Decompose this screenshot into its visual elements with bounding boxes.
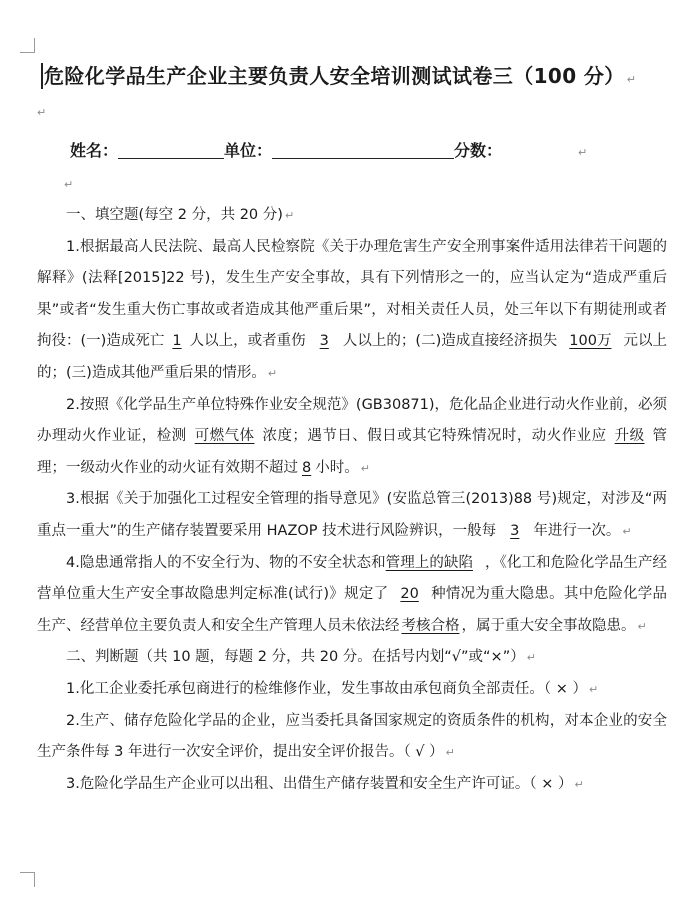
paragraph-mark-icon: ↵ bbox=[267, 366, 278, 380]
answer-blank: 20 bbox=[400, 586, 419, 603]
header-fields bbox=[70, 138, 670, 161]
answer-blank: 考核合格 bbox=[401, 617, 460, 634]
margin-corner-bottom-left bbox=[20, 872, 35, 887]
paragraph-mark-icon: ↵ bbox=[588, 682, 599, 696]
paragraph-mark-icon: ↵ bbox=[64, 178, 74, 191]
paragraph-mark-icon: ↵ bbox=[37, 106, 47, 119]
paragraph-mark-icon: ↵ bbox=[360, 461, 370, 475]
paragraph-mark-icon: ↵ bbox=[574, 777, 584, 791]
paragraph-mark-icon: ↵ bbox=[637, 619, 647, 633]
answer-blank: 100万 bbox=[569, 333, 612, 350]
question-1: 1.根据最高人民法院、最高人民检察院《关于办理危害生产安全刑事案件适用法律若干问题的解释》(法释[2015]22 号)，发生生产安全事故，具有下列情形之一的，应当认定为“造成严重后果”或者“发生重大伤亡事故或者造成其他严重后果”，对相关责任人员，处三年以下有期徒刑或者拘役：(一)造成死亡 1 人以上，或者重伤 3 人以上的；(二)造成直接经济损失 100万 元以上的；(三)造成其他严重后果的情形。 ↵ bbox=[37, 238, 667, 381]
question-4: 4.隐患通常指人的不安全行为、物的不安全状态和管理上的缺陷 ，《化工和危险化学品生产经营单位重大生产安全事故隐患判定标准(试行)》规定了 20 种情况为重大隐患。其中危险化学品生产、经营单位主要负责人和安全生产管理人员未依法经 考核合格 ，属于重大安全事故隐患。 ↵ bbox=[37, 554, 668, 634]
name-blank[interactable] bbox=[118, 140, 224, 159]
paragraph-mark-icon: ↵ bbox=[626, 73, 637, 86]
paragraph-mark-icon: ↵ bbox=[445, 746, 455, 760]
answer-blank: 8 bbox=[302, 459, 312, 476]
answer-blank: 3 bbox=[510, 522, 520, 539]
answer-blank: 管理上的缺陷 bbox=[385, 554, 474, 571]
score-label: 分数： bbox=[454, 141, 503, 160]
unit-label: 单位： bbox=[224, 141, 273, 160]
name-label: 姓名： bbox=[70, 141, 119, 160]
section-heading-fill-blank: 一、填空题(每空 2 分，共 20 分) ↵ bbox=[66, 207, 295, 223]
paragraph-mark-icon: ↵ bbox=[578, 146, 588, 159]
document-title[interactable]: 危险化学品生产企业主要负责人安全培训测试试卷三（100 分） ↵ bbox=[44, 64, 637, 88]
document-body[interactable] bbox=[37, 200, 667, 800]
paragraph-mark-icon: ↵ bbox=[526, 651, 536, 665]
paragraph-mark-icon: ↵ bbox=[622, 524, 632, 538]
text-cursor bbox=[41, 63, 43, 89]
judgement-question-1: 1.化工企业委托承包商进行的检维修作业，发生事故由承包商负全部责任。（ × ） ↵ bbox=[66, 680, 599, 697]
question-3: 3.根据《关于加强化工过程安全管理的指导意见》(安监总管三(2013)88 号)规定，对涉及“两重点一重大”的生产储存装置要采用 HAZOP 技术进行风险辨识，一般每 3 年进行一次。 ↵ bbox=[37, 491, 667, 539]
judgement-question-3: 3.危险化学品生产企业可以出租、出借生产储存装置和安全生产许可证。（ × ） ↵ bbox=[66, 775, 584, 792]
answer-blank: 1 bbox=[172, 333, 182, 350]
answer-blank: 升级 bbox=[614, 428, 645, 445]
judgement-question-2: 2.生产、储存危险化学品的企业，应当委托具备国家规定的资质条件的机构，对本企业的安全生产条件每 3 年进行一次安全评价，提出安全评价报告。（ √ ） ↵ bbox=[37, 712, 667, 761]
margin-corner-top-left bbox=[20, 38, 35, 53]
answer-blank: 3 bbox=[319, 333, 329, 350]
section-heading-true-false: 二、判断题（共 10 题，每题 2 分，共 20 分。在括号内划“√”或“×”） ↵ bbox=[66, 649, 536, 666]
unit-blank[interactable] bbox=[272, 140, 454, 159]
answer-blank: 可燃气体 bbox=[194, 428, 255, 445]
paragraph-mark-icon: ↵ bbox=[284, 209, 295, 222]
question-2: 2.按照《化学品生产单位特殊作业安全规范》(GB30871)，危化品企业进行动火作业前，必须办理动火作业证，检测 可燃气体 浓度；遇节日、假日或其它特殊情况时，动火作业应 升级 管理；一级动火作业的动火证有效期不超过 8 小时。 ↵ bbox=[37, 396, 668, 476]
